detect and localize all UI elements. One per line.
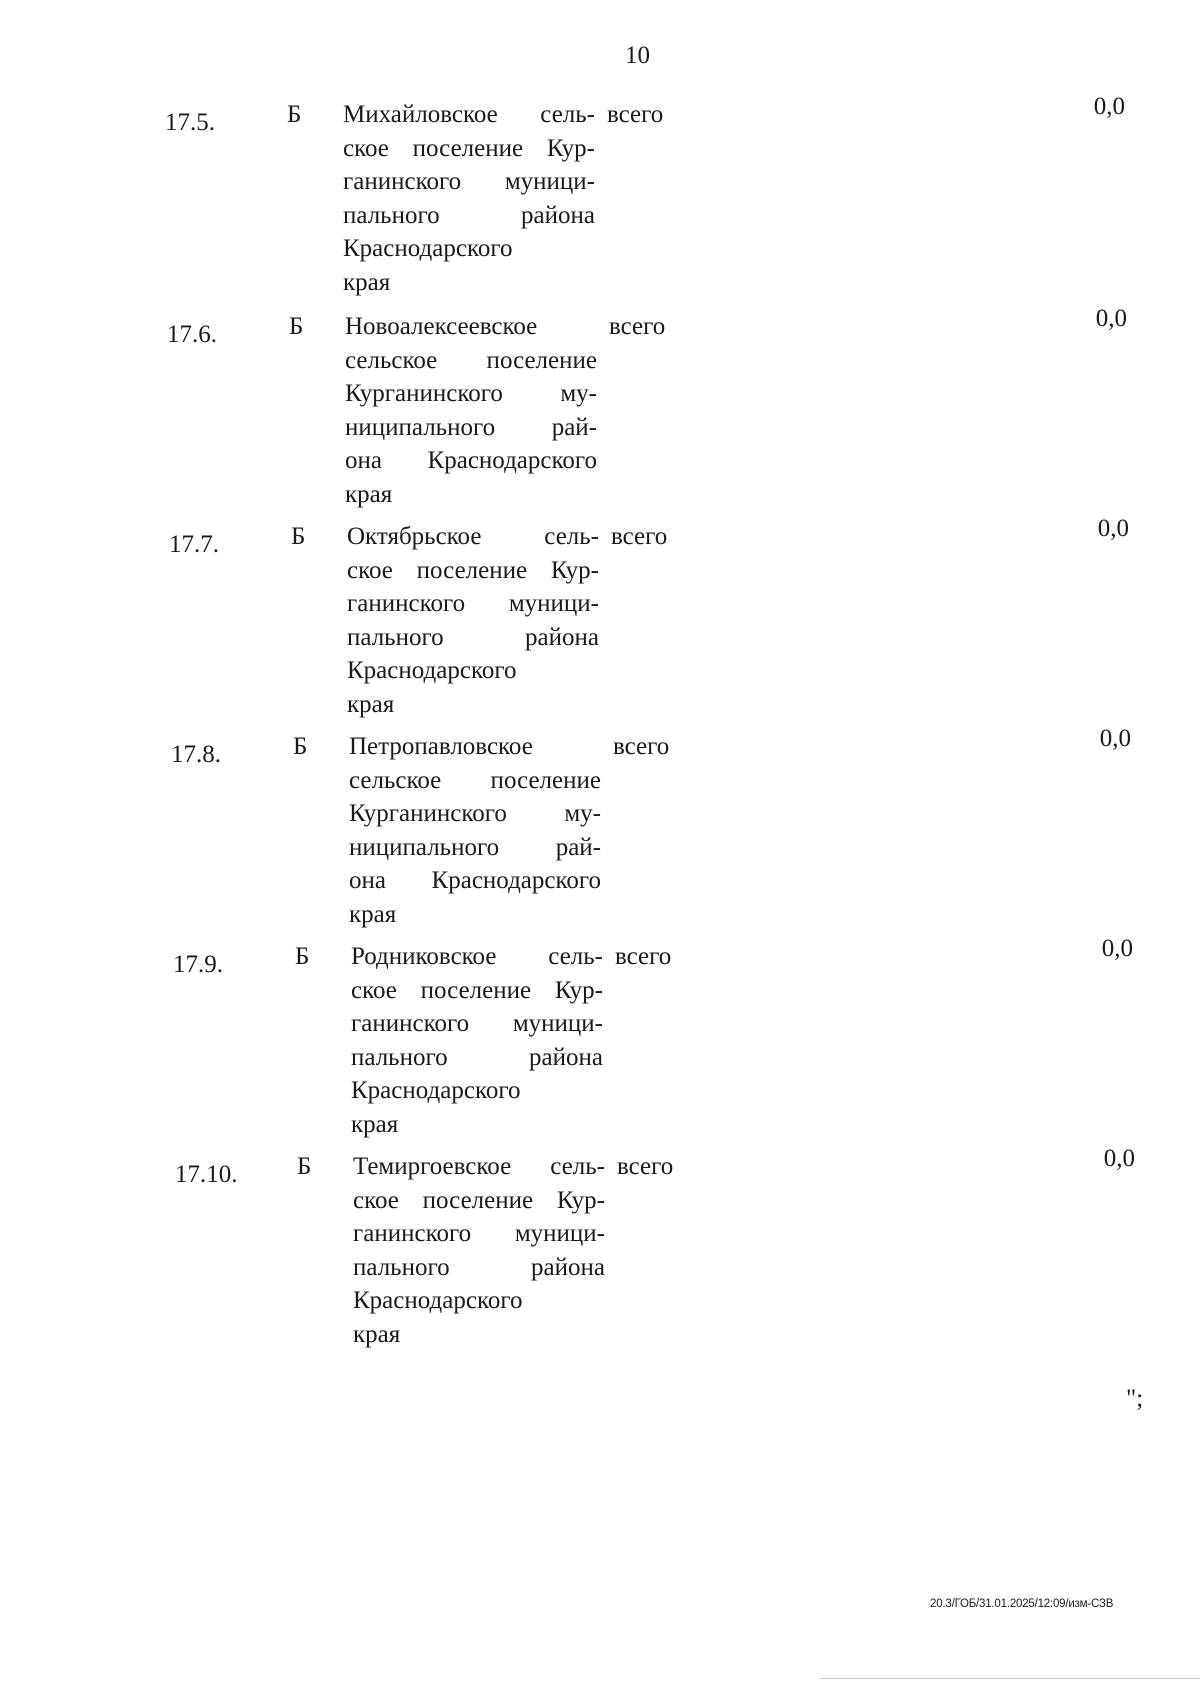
settlement-name-line: пального района — [347, 623, 599, 651]
row-amount: 0,0 — [1101, 935, 1133, 962]
row-number: 17.8. — [171, 741, 221, 768]
settlement-name-line: ганинского муници- — [351, 1010, 603, 1037]
row-number: 17.5. — [165, 109, 215, 136]
row-budget-code: Б — [287, 101, 302, 128]
settlement-name-line: Новоалексеевское — [345, 313, 538, 340]
settlement-name-line: края — [351, 1110, 399, 1138]
row-budget-code: Б — [291, 523, 306, 550]
settlement-name-line: Курганинского му- — [349, 800, 601, 827]
settlement-name-line: сельское поселение — [345, 346, 597, 374]
settlement-name-line: ское поселение Кур- — [347, 556, 599, 584]
settlement-name-line: ниципального рай- — [345, 413, 597, 441]
row-amount: 0,0 — [1099, 725, 1131, 752]
row-total-label: всего — [613, 733, 670, 760]
settlement-name-line: ское поселение Кур- — [353, 1186, 605, 1214]
page-number: 10 — [625, 42, 650, 69]
settlement-name-line: пального района — [343, 201, 595, 229]
settlement-name-line: пального района — [351, 1043, 603, 1071]
row-budget-code: Б — [289, 313, 304, 340]
settlement-name-line: пального района — [353, 1253, 605, 1281]
row-budget-code: Б — [295, 943, 310, 970]
row-settlement-name — [353, 1150, 605, 1351]
settlement-name-line: края — [349, 900, 397, 928]
settlement-name-line: Краснодарского — [353, 1287, 523, 1314]
settlement-name-line: Краснодарского — [343, 235, 513, 262]
settlement-name-line: ниципального рай- — [349, 833, 601, 861]
row-settlement-name — [343, 98, 595, 299]
row-total-label: всего — [607, 101, 664, 128]
settlement-name-line: ское поселение Кур- — [343, 134, 595, 162]
row-amount: 0,0 — [1095, 305, 1127, 332]
row-budget-code: Б — [293, 733, 308, 760]
row-settlement-name — [349, 730, 601, 931]
settlement-name-line: края — [347, 690, 395, 718]
settlement-name-line: края — [353, 1320, 401, 1348]
row-number: 17.9. — [173, 951, 223, 978]
row-total-label: всего — [615, 943, 672, 970]
settlement-name-line: она Краснодарского — [349, 867, 601, 894]
row-amount: 0,0 — [1103, 1145, 1135, 1172]
divider — [820, 1678, 1200, 1679]
settlement-name-line: Краснодарского — [351, 1077, 521, 1104]
settlement-name-line: Краснодарского — [347, 657, 517, 684]
row-total-label: всего — [611, 523, 668, 550]
settlement-name-line: края — [345, 480, 393, 508]
settlement-name-line: края — [343, 268, 391, 296]
closing-quote-mark: "; — [1126, 1385, 1144, 1412]
row-number: 17.10. — [175, 1161, 238, 1188]
settlement-name-line: Родниковское сель- — [351, 943, 603, 970]
row-settlement-name — [351, 940, 603, 1141]
settlement-name-line: ганинского муници- — [343, 168, 595, 195]
settlement-name-line: Курганинского му- — [345, 380, 597, 407]
row-settlement-name — [347, 520, 599, 721]
settlement-name-line: ганинского муници- — [353, 1220, 605, 1247]
row-number: 17.6. — [167, 321, 217, 348]
settlement-name-line: сельское поселение — [349, 766, 601, 794]
settlement-name-line: ское поселение Кур- — [351, 976, 603, 1004]
settlement-name-line: Михайловское сель- — [343, 101, 595, 128]
row-total-label: всего — [617, 1153, 674, 1180]
settlement-name-line: Темиргоевское сель- — [353, 1153, 605, 1180]
row-number: 17.7. — [169, 531, 219, 558]
settlement-name-line: ганинского муници- — [347, 590, 599, 617]
row-settlement-name — [345, 310, 597, 511]
settlement-name-line: Октябрьское сель- — [347, 523, 599, 550]
row-budget-code: Б — [297, 1153, 312, 1180]
document-stamp: 20.3/ГОБ/31.01.2025/12:09/изм-СЗВ — [930, 1598, 1114, 1610]
settlement-name-line: она Краснодарского — [345, 447, 597, 474]
row-total-label: всего — [609, 313, 666, 340]
row-amount: 0,0 — [1093, 93, 1125, 120]
settlement-name-line: Петропавловское — [349, 733, 533, 760]
row-amount: 0,0 — [1097, 515, 1129, 542]
